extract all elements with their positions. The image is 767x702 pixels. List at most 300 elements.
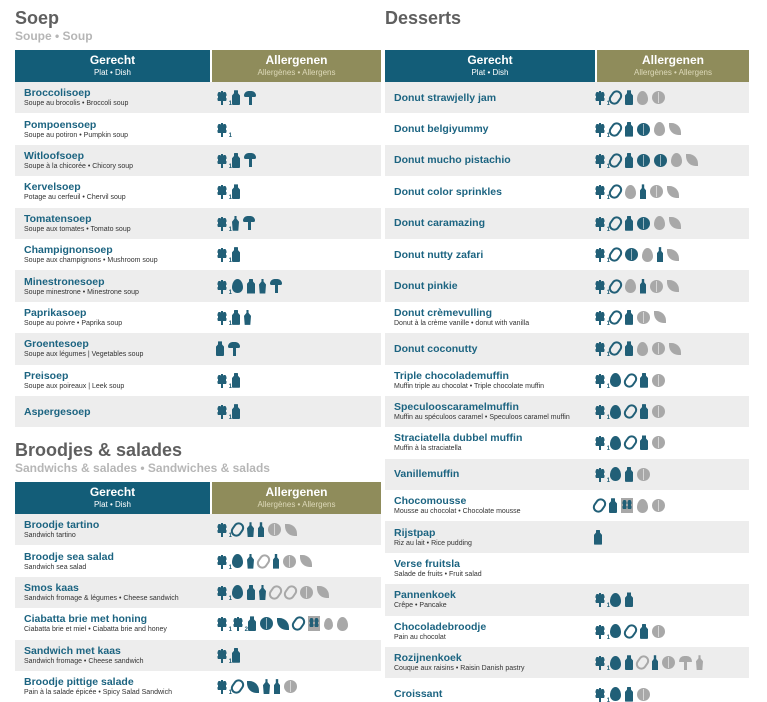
allergen-icons (590, 592, 633, 610)
wheat-icon: 1 (216, 184, 228, 199)
dish-cell (15, 307, 212, 328)
milk-icon (625, 687, 633, 702)
egg-icon (654, 122, 665, 136)
dish-cell (15, 551, 212, 572)
wheat-icon: 1 (594, 153, 606, 168)
allergen-icons (212, 153, 256, 168)
header-dish-sub: Plat • Dish (93, 500, 132, 509)
dish-cell (15, 338, 212, 359)
celery-icon (244, 91, 256, 105)
egg-icon (610, 624, 621, 638)
dish-name: Champignonsoep (24, 244, 113, 257)
header-allergens-label: Allergenen (265, 485, 328, 499)
dish-cell (385, 589, 590, 610)
nut-icon (268, 523, 281, 536)
milk-icon (625, 216, 633, 231)
dish-cell (15, 181, 212, 202)
dish-cell (385, 217, 590, 229)
leaf-icon (317, 586, 329, 598)
nut-icon (637, 154, 650, 167)
table-row (15, 608, 381, 639)
milk-icon (625, 153, 633, 168)
nut-icon (662, 656, 675, 669)
header-allergens-label: Allergenen (641, 53, 704, 67)
dish-name: Donut caramazing (394, 217, 486, 230)
dish-name: Verse fruitsla (394, 558, 460, 571)
mustard-icon (259, 585, 266, 600)
dish-translation: Soupe aux légumes | Vegetables soup (24, 351, 144, 359)
table-row (15, 208, 381, 239)
header-dish-sub: Plat • Dish (93, 68, 132, 77)
nut-icon (637, 688, 650, 701)
nut-icon (652, 374, 665, 387)
dish-name: Broodje sea salad (24, 550, 114, 563)
leaf-icon (667, 249, 679, 261)
wheat-icon: 1 (216, 679, 228, 694)
nut-icon (650, 280, 663, 293)
dish-cell (385, 468, 590, 480)
wheat-icon: 1 (594, 373, 606, 388)
allergen-icons (590, 530, 602, 545)
nut-icon (652, 625, 665, 638)
milk-icon (625, 655, 633, 670)
dish-cell (15, 276, 212, 297)
dish-name: Donut mucho pistachio (394, 154, 511, 167)
dish-translation: Pain au chocolat (394, 633, 446, 641)
dish-cell (385, 343, 590, 355)
dish-translation: Salade de fruits • Fruit salad (394, 571, 482, 579)
mustard-icon (696, 655, 703, 670)
section-subtitle: Soupe • Soup (15, 29, 93, 43)
dish-translation: Soupe au brocolis • Broccoli soup (24, 100, 129, 108)
dish-translation: Ciabatta brie et miel • Ciabatta brie and honey (24, 626, 167, 634)
dish-name: Smos kaas (24, 581, 79, 594)
milk-icon (232, 153, 240, 168)
egg-icon (610, 373, 621, 387)
dish-name: Donut strawjelly jam (394, 91, 497, 104)
right-column (385, 0, 749, 702)
table-row (15, 514, 381, 545)
fish-icon (622, 622, 640, 641)
table-row (385, 145, 749, 176)
dish-name: Preisoep (24, 369, 69, 382)
fish-icon (622, 371, 640, 390)
egg-icon (610, 467, 621, 481)
allergen-icons (590, 404, 665, 422)
allergen-icons (590, 624, 665, 639)
milk-icon (247, 585, 255, 600)
wheat-icon: 1 (594, 90, 606, 105)
dish-translation: Soupe minestrone • Minestrone soup (24, 288, 139, 296)
wheat-icon: 1 (216, 554, 228, 569)
allergen-icons (212, 522, 297, 540)
table-row (385, 490, 749, 521)
dish-name: Straciatella dubbel muffin (394, 432, 523, 445)
wheat-icon: 1 (594, 592, 606, 607)
dish-translation: Crêpe • Pancake (394, 602, 447, 610)
allergen-icons (212, 90, 256, 108)
section-title: Soep (15, 8, 60, 28)
header-dish-sub: Plat • Dish (471, 68, 509, 77)
allergen-icons (590, 153, 698, 168)
leaf-icon (667, 280, 679, 292)
dish-cell (385, 527, 590, 548)
desserts-section (385, 0, 749, 702)
egg-icon (642, 248, 653, 262)
allergen-icons (212, 279, 282, 294)
wheat-icon: 1 (594, 247, 606, 262)
allergen-icons (212, 554, 312, 569)
milk-icon (640, 435, 648, 450)
dish-translation: Sandwich sea salad (24, 563, 87, 571)
fish-icon (622, 434, 640, 453)
table-row (15, 396, 381, 427)
wheat-icon: 1 (216, 279, 228, 294)
drop-icon (324, 618, 333, 630)
allergen-icons (590, 341, 681, 359)
leaf-icon (669, 217, 681, 229)
header-dish (15, 50, 212, 82)
bottle-icon (274, 679, 280, 694)
leaf-icon (285, 524, 297, 536)
milk-icon (232, 373, 240, 388)
leaf-icon (669, 343, 681, 355)
egg-icon (232, 585, 243, 599)
dish-cell (15, 150, 212, 171)
celery-icon (270, 279, 282, 293)
table-row (385, 553, 749, 584)
dish-translation: Muffin triple au chocolat • Triple chocolate muffin (394, 382, 545, 390)
dish-cell (385, 558, 590, 579)
allergen-icons (212, 679, 297, 697)
dish-cell (385, 154, 590, 166)
soup-table (15, 82, 381, 427)
dish-name: Minestronesoep (24, 275, 105, 288)
dish-cell (15, 613, 212, 634)
nut-icon (637, 123, 650, 136)
allergen-icons (590, 122, 681, 137)
milk-icon (640, 404, 648, 419)
table-row (385, 647, 749, 678)
dish-translation: Couque aux raisins • Raisin Danish pastry (394, 665, 525, 673)
dish-name: Donut crèmevulling (394, 306, 493, 319)
milk-icon (609, 498, 617, 513)
leaf-icon (277, 618, 289, 630)
dish-name: Chocoladebroodje (394, 620, 487, 633)
dish-cell (15, 370, 212, 391)
section-subtitle: Sandwichs & salades • Sandwiches & salads (15, 461, 270, 475)
nut-icon (654, 154, 667, 167)
soup-section (15, 0, 381, 427)
wheat-icon: 1 (216, 247, 228, 262)
dish-translation: Soupe à la chicorée • Chicory soup (24, 162, 134, 170)
dish-translation: Soupe au potiron • Pumpkin soup (24, 131, 129, 139)
wheat-icon: 1 (594, 279, 606, 294)
nut-icon (625, 248, 638, 261)
nut-icon (284, 680, 297, 693)
header-allergens-sub: Allergènes • Allergens (257, 68, 336, 77)
nut-icon (652, 342, 665, 355)
dish-cell (15, 676, 212, 697)
header-allergens-label: Allergenen (265, 53, 328, 67)
allergen-icons (212, 247, 240, 265)
allergen-icons (590, 435, 665, 453)
egg-icon (671, 153, 682, 167)
allergen-icons (212, 184, 240, 202)
allergen-icons (212, 216, 255, 231)
leaf-icon (247, 681, 259, 693)
section-title: Broodjes & salades (15, 440, 183, 460)
sandwich-table (15, 514, 381, 702)
dish-name: Ciabatta brie met honing (24, 613, 148, 626)
egg-icon (637, 91, 648, 105)
milk-icon (625, 90, 633, 105)
dish-translation: Potage au cerfeuil • Chervil soup (24, 194, 126, 202)
dish-cell (15, 406, 212, 418)
header-allergens (597, 50, 749, 82)
table-header (385, 50, 749, 82)
nut-icon (652, 405, 665, 418)
milk-icon (232, 310, 240, 325)
dish-name: Groentesoep (24, 338, 89, 351)
dish-translation: Donut à la crème vanille • donut with vanilla (394, 319, 530, 327)
milk-icon (640, 624, 648, 639)
dish-name: Broodje tartino (24, 519, 100, 532)
dish-translation: Riz au lait • Rice pudding (394, 539, 472, 547)
milk-icon (232, 184, 240, 199)
milk-icon (216, 341, 224, 356)
table-row (15, 365, 381, 396)
wheat-icon: 1 (594, 404, 606, 419)
fish-icon (290, 615, 308, 634)
allergen-icons (212, 341, 240, 356)
header-allergens-sub: Allergènes • Allergens (634, 68, 712, 77)
nut-icon (260, 617, 273, 630)
allergen-icons (212, 310, 251, 325)
mustard-icon (263, 679, 270, 694)
table-row (15, 671, 381, 702)
table-row (15, 302, 381, 333)
nut-icon (652, 436, 665, 449)
egg-icon (610, 687, 621, 701)
dish-cell (15, 213, 212, 234)
milk-icon (247, 279, 255, 294)
wheat-icon: 1 (594, 184, 606, 199)
wheat-icon: 1 (594, 310, 606, 325)
allergen-icons (212, 616, 348, 634)
dish-cell (385, 432, 590, 453)
celery-icon (243, 216, 255, 230)
allergen-icons (590, 467, 650, 482)
header-dish-label: Gerecht (467, 53, 513, 67)
table-row (15, 239, 381, 270)
fish-icon (255, 552, 273, 571)
header-allergens (212, 482, 381, 514)
egg-icon (232, 554, 243, 568)
table-row (385, 521, 749, 552)
wheat-icon: 1 (216, 616, 228, 631)
wheat-icon: 1 (216, 648, 228, 663)
wheat-icon: 1 (216, 216, 228, 231)
milk-icon (625, 467, 633, 482)
table-row (385, 82, 749, 113)
leaf-icon (669, 123, 681, 135)
milk-icon (625, 122, 633, 137)
wheat-icon: 1 (216, 373, 228, 388)
wheat-icon: 1 (594, 687, 606, 702)
milk-icon (232, 404, 240, 419)
mustard-icon (244, 310, 251, 325)
dish-translation: Soupe aux poireaux | Leek soup (24, 382, 125, 390)
table-row (15, 145, 381, 176)
dish-name: Paprikasoep (24, 306, 87, 319)
table-row (385, 113, 749, 144)
celery-icon (244, 153, 256, 167)
dish-translation: Pain à la salade épicée • Spicy Salad Sandwich (24, 689, 172, 697)
table-row (385, 302, 749, 333)
dish-name: Triple chocolademuffin (394, 369, 509, 382)
dish-name: Croissant (394, 688, 443, 701)
milk-icon (625, 310, 633, 325)
wheat-icon: 1 (594, 341, 606, 356)
wheat-icon: 1 (216, 585, 228, 600)
table-row (385, 239, 749, 270)
celery-icon (228, 342, 240, 356)
table-row (385, 208, 749, 239)
dish-translation: Muffin à la straciatella (394, 445, 462, 453)
allergen-icons (590, 655, 703, 673)
egg-icon (637, 342, 648, 356)
header-dish (385, 50, 597, 82)
bottle-icon (640, 184, 646, 199)
dish-name: Broodje pittige salade (24, 676, 134, 689)
bottle-icon (273, 554, 279, 569)
table-row (385, 678, 749, 702)
table-row (385, 427, 749, 458)
dish-name: Donut nutty zafari (394, 248, 484, 261)
nut-icon (652, 499, 665, 512)
dish-name: Pannenkoek (394, 589, 456, 602)
egg-icon (610, 656, 621, 670)
fish-icon (622, 402, 640, 421)
allergen-icons (590, 216, 681, 231)
nut-icon (300, 586, 313, 599)
wheat-icon: 2 (232, 616, 244, 631)
allergen-icons (590, 687, 650, 702)
left-column (15, 0, 381, 697)
nut-icon (637, 468, 650, 481)
table-row (15, 333, 381, 364)
wheat-icon: 1 (216, 310, 228, 325)
nut-icon (652, 91, 665, 104)
dish-cell (385, 249, 590, 261)
nut-icon (637, 311, 650, 324)
table-row (385, 396, 749, 427)
dish-name: Rijstpap (394, 526, 436, 539)
allergen-icons (590, 498, 665, 513)
dish-cell (385, 401, 590, 422)
dish-translation: Soupe aux champignons • Mushroom soup (24, 257, 158, 265)
table-row (15, 640, 381, 671)
bottle-icon (640, 279, 646, 294)
wheat-icon: 1 (594, 216, 606, 231)
wheat-icon: 1 (216, 122, 228, 137)
dish-name: Pompoensoep (24, 118, 97, 131)
wheat-icon (621, 498, 633, 513)
bottle-icon (258, 522, 264, 537)
fish-icon (282, 583, 300, 602)
dish-name: Broccolisoep (24, 87, 91, 100)
dish-name: Donut coconutty (394, 342, 478, 355)
table-row (15, 176, 381, 207)
header-dish (15, 482, 212, 514)
milk-icon (625, 341, 633, 356)
table-row (385, 584, 749, 615)
dish-cell (15, 244, 212, 265)
wheat-icon: 1 (216, 522, 228, 537)
leaf-icon (300, 555, 312, 567)
mustard-icon (247, 554, 254, 569)
table-row (15, 577, 381, 608)
dish-name: Vanillemuffin (394, 468, 460, 481)
mushroom-icon (679, 656, 692, 670)
egg-icon (654, 216, 665, 230)
dish-cell (15, 519, 212, 540)
allergen-icons (212, 648, 240, 663)
dish-name: Aspergesoep (24, 405, 91, 418)
table-header (15, 482, 381, 514)
dish-cell (15, 645, 212, 666)
allergen-icons (590, 310, 666, 325)
nut-icon (650, 185, 663, 198)
header-allergens (212, 50, 381, 82)
table-row (385, 270, 749, 301)
dish-name: Rozijnenkoek (394, 652, 462, 665)
dish-cell (385, 495, 590, 516)
leaf-icon (686, 154, 698, 166)
wheat-icon: 1 (216, 90, 228, 105)
dish-name: Speculooscaramelmuffin (394, 401, 519, 414)
dish-translation: Soupe au poivre • Paprika soup (24, 319, 123, 327)
allergen-icons (212, 122, 232, 139)
dish-name: Sandwich met kaas (24, 644, 121, 657)
milk-icon (625, 592, 633, 607)
wheat-icon: 1 (594, 655, 606, 670)
dish-cell (385, 621, 590, 642)
bottle-icon (652, 655, 658, 670)
nut-icon (637, 217, 650, 230)
dish-name: Witloofsoep (24, 149, 84, 162)
table-row (15, 82, 381, 113)
dish-cell (15, 582, 212, 603)
dish-translation: Sandwich fromage • Cheese sandwich (24, 657, 144, 665)
milk-icon (232, 648, 240, 663)
table-row (385, 176, 749, 207)
milk-icon (640, 373, 648, 388)
mustard-icon (232, 216, 239, 231)
milk-icon (248, 616, 256, 631)
allergen-icons (590, 279, 679, 294)
egg-icon (610, 593, 621, 607)
fish-icon (591, 496, 609, 515)
header-allergens-sub: Allergènes • Allergens (257, 500, 336, 509)
dish-name: Chocomousse (394, 495, 467, 508)
dish-translation: Soupe aux tomates • Tomato soup (24, 225, 131, 233)
dish-cell (385, 186, 590, 198)
wheat-icon: 1 (216, 153, 228, 168)
mustard-icon (247, 522, 254, 537)
egg-icon (637, 499, 648, 513)
